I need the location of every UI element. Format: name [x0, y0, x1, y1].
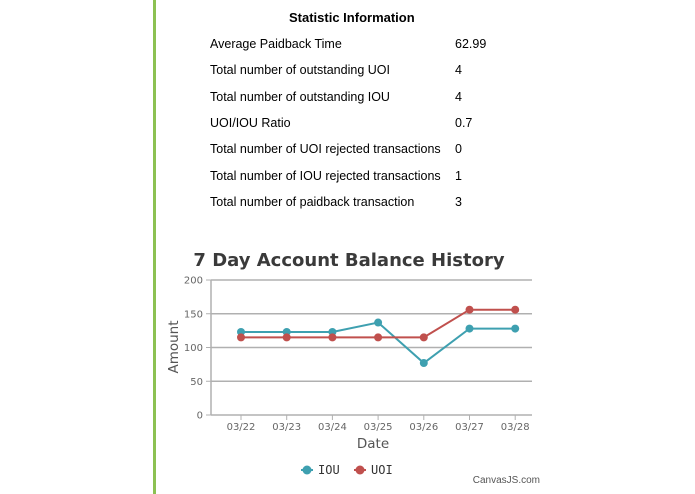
stats-label: Total number of paidback transaction	[210, 194, 415, 209]
y-tick-label: 0	[196, 410, 203, 422]
data-point-uoi[interactable]	[237, 333, 245, 341]
x-tick-label: 03/22	[226, 422, 256, 433]
x-tick-label: 03/25	[363, 422, 393, 433]
stats-label: Average Paidback Time	[210, 37, 342, 52]
stats-value: 1	[455, 168, 462, 183]
data-point-uoi[interactable]	[374, 333, 382, 341]
stats-value: 4	[455, 63, 462, 78]
y-tick-label: 50	[190, 376, 203, 388]
legend-label-iou[interactable]: IOU	[318, 463, 340, 477]
data-point-uoi[interactable]	[466, 306, 474, 314]
data-point-uoi[interactable]	[283, 333, 291, 341]
stats-label: UOI/IOU Ratio	[210, 116, 291, 131]
legend-marker-uoi[interactable]	[356, 466, 365, 475]
data-point-uoi[interactable]	[328, 333, 336, 341]
x-tick-label: 03/24	[317, 422, 347, 433]
x-tick-label: 03/27	[455, 422, 484, 433]
stats-label: Total number of outstanding IOU	[210, 89, 390, 104]
stats-value: 0	[455, 142, 462, 157]
stats-label: Total number of UOI rejected transactions	[210, 142, 441, 157]
data-point-iou[interactable]	[466, 325, 474, 333]
stats-value: 4	[455, 89, 462, 104]
x-tick-label: 03/28	[500, 422, 530, 433]
chart-title: 7 Day Account Balance History	[193, 250, 505, 271]
data-point-uoi[interactable]	[420, 333, 428, 341]
x-tick-label: 03/26	[409, 422, 439, 433]
y-tick-label: 100	[183, 343, 203, 354]
x-tick-label: 03/23	[272, 422, 302, 433]
y-axis-title: Amount	[166, 320, 182, 374]
stats-label: Total number of outstanding UOI	[210, 63, 390, 78]
y-tick-label: 200	[183, 275, 203, 287]
stats-value: 3	[455, 194, 462, 209]
data-point-iou[interactable]	[374, 319, 382, 327]
stats-value: 62.99	[455, 37, 487, 52]
legend-marker-iou[interactable]	[303, 466, 312, 475]
stats-title: Statistic Information	[289, 10, 415, 25]
data-point-iou[interactable]	[511, 325, 519, 333]
series-line-iou	[241, 323, 515, 364]
data-point-uoi[interactable]	[511, 306, 519, 314]
canvasjs-credit[interactable]: CanvasJS.com	[472, 475, 540, 486]
legend-label-uoi[interactable]: UOI	[371, 463, 393, 477]
stats-value: 0.7	[455, 116, 473, 131]
stats-label: Total number of IOU rejected transactions	[210, 168, 441, 183]
data-point-iou[interactable]	[420, 359, 428, 367]
x-axis-title: Date	[356, 436, 390, 452]
y-tick-label: 150	[183, 309, 203, 321]
